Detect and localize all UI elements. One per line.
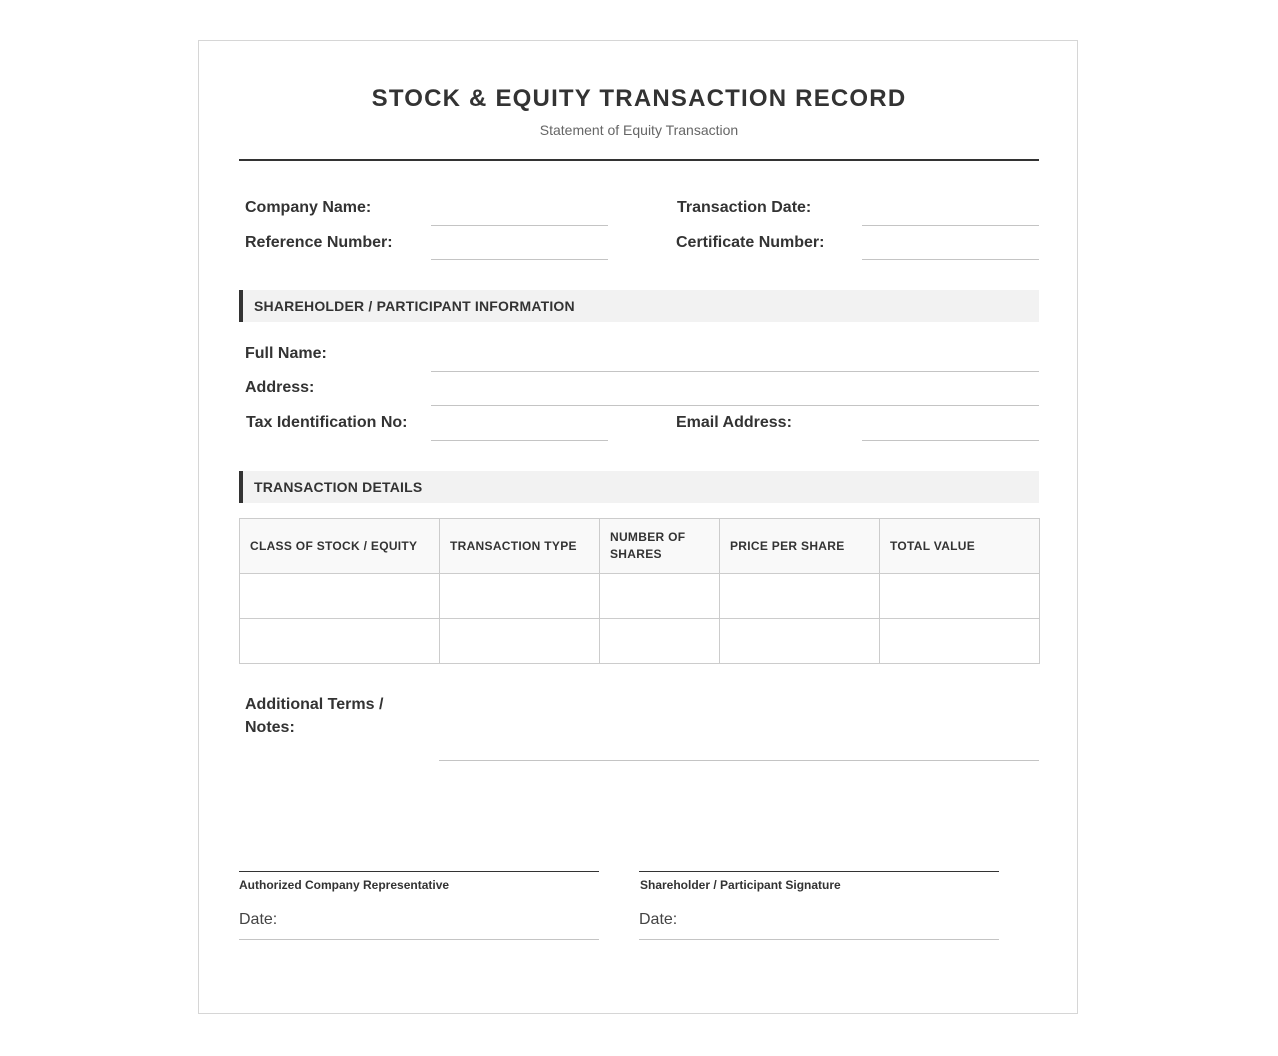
notes-label-line2: Notes:: [245, 719, 295, 736]
column-header: PRICE PER SHARE: [720, 519, 880, 574]
company-signature-line[interactable]: [239, 871, 599, 872]
email-label: Email Address:: [676, 414, 792, 431]
table-row: [240, 574, 1040, 619]
address-field[interactable]: [431, 405, 1039, 406]
shareholder-section-header: [239, 290, 1039, 322]
table-header-row: [240, 519, 1040, 574]
table-cell[interactable]: [880, 619, 1040, 664]
shareholder-section-title: SHAREHOLDER / PARTICIPANT INFORMATION: [254, 298, 575, 314]
table-cell[interactable]: [240, 619, 440, 664]
table-cell[interactable]: [440, 619, 600, 664]
table-cell[interactable]: [240, 574, 440, 619]
tax-id-label: Tax Identification No:: [246, 414, 408, 431]
transaction-table: [239, 518, 1040, 664]
full-name-label: Full Name:: [245, 345, 327, 362]
transaction-date-field[interactable]: [862, 225, 1039, 226]
column-header: TRANSACTION TYPE: [440, 519, 600, 574]
table-cell[interactable]: [720, 619, 880, 664]
shareholder-date-label: Date:: [639, 911, 678, 928]
table-cell[interactable]: [880, 574, 1040, 619]
column-header: NUMBER OF SHARES: [600, 519, 720, 574]
notes-label-line1: Additional Terms /: [245, 696, 384, 713]
transaction-date-label: Transaction Date:: [677, 199, 812, 216]
form-page: [198, 40, 1078, 1014]
form-subtitle: Statement of Equity Transaction: [539, 122, 739, 138]
column-header: CLASS OF STOCK / EQUITY: [240, 519, 440, 574]
notes-label: [245, 693, 383, 739]
table-cell[interactable]: [600, 574, 720, 619]
tax-id-field[interactable]: [431, 440, 608, 441]
address-label: Address:: [245, 379, 315, 396]
full-name-field[interactable]: [431, 371, 1039, 372]
table-cell[interactable]: [440, 574, 600, 619]
reference-number-field[interactable]: [431, 259, 608, 260]
company-name-label: Company Name:: [245, 199, 372, 216]
title-divider: [239, 159, 1039, 161]
transaction-section-header: [239, 471, 1039, 503]
company-name-field[interactable]: [431, 225, 608, 226]
shareholder-date-field[interactable]: [639, 939, 999, 940]
column-header: TOTAL VALUE: [880, 519, 1040, 574]
company-date-field[interactable]: [239, 939, 599, 940]
company-date-label: Date:: [239, 911, 278, 928]
company-signature-caption: Authorized Company Representative: [239, 878, 450, 892]
certificate-number-field[interactable]: [862, 259, 1039, 260]
transaction-section-title: TRANSACTION DETAILS: [254, 479, 423, 495]
table-row: [240, 619, 1040, 664]
table-cell[interactable]: [720, 574, 880, 619]
notes-field[interactable]: [439, 760, 1039, 761]
form-title: STOCK & EQUITY TRANSACTION RECORD: [371, 85, 907, 112]
certificate-number-label: Certificate Number:: [676, 234, 825, 251]
reference-number-label: Reference Number:: [245, 234, 393, 251]
shareholder-signature-line[interactable]: [639, 871, 999, 872]
table-cell[interactable]: [600, 619, 720, 664]
shareholder-signature-caption: Shareholder / Participant Signature: [640, 878, 841, 892]
email-field[interactable]: [862, 440, 1039, 441]
